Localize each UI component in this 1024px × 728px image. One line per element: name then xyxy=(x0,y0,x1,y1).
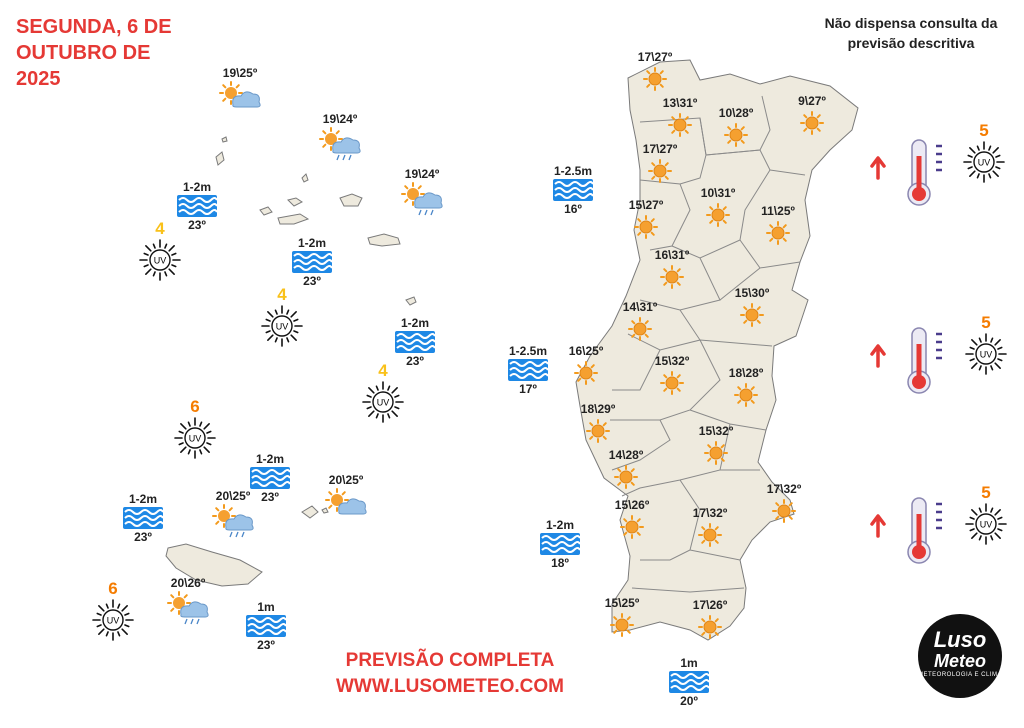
station-temp-guarda: 11\25º xyxy=(761,204,795,218)
sun-icon xyxy=(724,123,748,147)
uv-value: 4 xyxy=(155,219,165,238)
uv-text: UV xyxy=(106,615,120,626)
sea-state-sea_ma_w xyxy=(119,492,167,544)
uv-value: 4 xyxy=(378,361,388,380)
station-temp-aveiro: 15\27º xyxy=(628,198,664,212)
sea-temp: 23º xyxy=(261,490,279,504)
wave-height: 1-2m xyxy=(545,518,574,532)
sea-state-sea_pt_c xyxy=(504,344,552,396)
logo-text-2: Meteo xyxy=(933,651,986,671)
island-temp-flores: 19\25º xyxy=(222,66,258,80)
uv-text: UV xyxy=(376,397,390,408)
sun-icon xyxy=(698,523,722,547)
station-temp-faro: 17\26º xyxy=(692,598,728,612)
uv-sun-icon xyxy=(260,304,304,348)
sea-temp: 23º xyxy=(303,274,321,288)
uv-sun-icon xyxy=(173,416,217,460)
uv-sun-icon xyxy=(138,238,182,282)
wave-icon xyxy=(292,251,332,273)
wave-height: 1-2.5m xyxy=(553,164,593,178)
station-temp-braganca: 9\27º xyxy=(798,94,826,108)
sun-cloud-rain-icon xyxy=(165,591,211,625)
uv-text: UV xyxy=(275,321,289,332)
uv-index-uv_r3 xyxy=(961,484,1011,546)
sun-icon xyxy=(620,515,644,539)
station-temp-braga: 13\31º xyxy=(662,96,698,110)
sea-state-sea_pt_n xyxy=(549,164,597,216)
wave-icon xyxy=(246,615,286,637)
uv-value: 5 xyxy=(979,121,989,140)
sea-temp: 16º xyxy=(564,202,582,216)
station-temp-sines: 15\26º xyxy=(614,498,650,512)
sun-icon xyxy=(660,371,684,395)
sun-icon xyxy=(634,215,658,239)
thermometer-rise-icon xyxy=(868,134,968,214)
island-temp-portosanto: 20\25º xyxy=(328,473,364,487)
wave-height: 1m xyxy=(257,600,275,614)
sun-icon xyxy=(628,317,652,341)
uv-text: UV xyxy=(977,157,991,168)
sun-icon xyxy=(706,203,730,227)
sun-cloud-icon xyxy=(217,81,263,115)
thermometer-rise-icon xyxy=(868,492,968,572)
disclaimer-note: Não dispensa consulta da previsão descritiva xyxy=(824,15,998,51)
station-temp-leiria: 14\31º xyxy=(622,300,658,314)
forecast-date: SEGUNDA, 6 DE OUTUBRO DE 2025 xyxy=(16,16,172,90)
logo-text-1: Luso xyxy=(933,627,987,652)
portugal-mainland xyxy=(576,60,858,640)
uv-index-uv_r2 xyxy=(961,314,1011,376)
station-temp-evora: 15\32º xyxy=(698,424,734,438)
sun-icon xyxy=(574,361,598,385)
sun-icon xyxy=(648,159,672,183)
wave-icon xyxy=(540,533,580,555)
sun-icon xyxy=(734,383,758,407)
sun-icon xyxy=(614,465,638,489)
station-temp-lisboa: 16\25º xyxy=(568,344,604,358)
uv-sun-icon xyxy=(964,332,1008,376)
promo-block xyxy=(320,648,580,700)
station-temp-setubal_n: 18\29º xyxy=(580,402,616,416)
sun-cloud-rain-icon xyxy=(210,504,256,538)
promo-line-1: PREVISÃO COMPLETA xyxy=(345,650,555,671)
island-temp-madeira: 20\25º xyxy=(215,489,251,503)
station-temp-vilareal: 10\28º xyxy=(718,106,754,120)
sun-cloud-rain-icon xyxy=(399,182,445,216)
logo-tagline: METEOROLOGIA E CLIMA xyxy=(918,672,1003,678)
wave-height: 1-2m xyxy=(128,492,157,506)
sea-temp: 17º xyxy=(519,382,537,396)
uv-sun-icon xyxy=(964,502,1008,546)
uv-value: 5 xyxy=(981,313,991,332)
promo-line-2[interactable]: WWW.LUSOMETEO.COM xyxy=(336,676,564,697)
sun-icon xyxy=(660,265,684,289)
station-temp-portalegre: 18\28º xyxy=(728,366,764,380)
sun-icon xyxy=(586,419,610,443)
station-temp-setubal: 14\28º xyxy=(608,448,644,462)
island-temp-terceira: 19\24º xyxy=(322,112,358,126)
wave-icon xyxy=(123,507,163,529)
sun-icon xyxy=(740,303,764,327)
station-temp-porto: 17\27º xyxy=(642,142,678,156)
station-temp-castelobranco: 15\30º xyxy=(734,286,770,300)
uv-sun-icon xyxy=(962,140,1006,184)
station-temp-viseu: 10\31º xyxy=(700,186,736,200)
sea-state-sea_ma_n xyxy=(246,452,294,504)
uv-index-uv_az_w xyxy=(135,220,185,282)
wave-height: 1-2m xyxy=(400,316,429,330)
uv-sun-icon xyxy=(91,598,135,642)
sea-temp: 23º xyxy=(134,530,152,544)
sea-state-sea_az_c xyxy=(288,236,336,288)
wave-height: 1-2.5m xyxy=(508,344,548,358)
uv-value: 6 xyxy=(190,397,200,416)
wave-icon xyxy=(177,195,217,217)
station-temp-viana: 17\27º xyxy=(637,50,673,64)
sun-icon xyxy=(772,499,796,523)
uv-text: UV xyxy=(153,255,167,266)
sun-icon xyxy=(800,111,824,135)
sea-state-sea_az_e xyxy=(391,316,439,368)
sun-icon xyxy=(704,441,728,465)
island-temp-madeira_s: 20\26º xyxy=(170,576,206,590)
wave-icon xyxy=(395,331,435,353)
sea-state-sea_ma_s xyxy=(242,600,290,652)
uv-index-uv_az_e xyxy=(358,362,408,424)
uv-sun-icon xyxy=(361,380,405,424)
uv-value: 5 xyxy=(981,483,991,502)
uv-index-uv_ma_s xyxy=(88,580,138,642)
station-temp-sagres: 15\25º xyxy=(604,596,640,610)
sea-temp: 18º xyxy=(551,556,569,570)
island-temp-saomiguel: 19\24º xyxy=(404,167,440,181)
sun-icon xyxy=(610,613,634,637)
wave-icon xyxy=(508,359,548,381)
uv-index-uv_az_c xyxy=(257,286,307,348)
sea-temp: 20º xyxy=(680,694,698,708)
sea-state-sea_pt_s xyxy=(536,518,584,570)
wave-height: 1m xyxy=(680,656,698,670)
sea-temp: 23º xyxy=(257,638,275,652)
uv-value: 6 xyxy=(108,579,118,598)
station-temp-mertola: 17\32º xyxy=(766,482,802,496)
sea-state-sea_pt_alg xyxy=(665,656,713,708)
wave-icon xyxy=(250,467,290,489)
wave-height: 1-2m xyxy=(297,236,326,250)
station-temp-coimbra: 16\31º xyxy=(654,248,690,262)
uv-index-uv_ma_n xyxy=(170,398,220,460)
sun-icon xyxy=(643,67,667,91)
uv-text: UV xyxy=(188,433,202,444)
sea-temp: 23º xyxy=(188,218,206,232)
uv-value: 4 xyxy=(277,285,287,304)
wave-icon xyxy=(553,179,593,201)
station-temp-santarem: 15\32º xyxy=(654,354,690,368)
sun-icon xyxy=(668,113,692,137)
station-temp-beja: 17\32º xyxy=(692,506,728,520)
thermometer-rise-icon xyxy=(868,322,968,402)
uv-text: UV xyxy=(979,519,993,530)
wave-height: 1-2m xyxy=(255,452,284,466)
sun-cloud-icon xyxy=(323,488,369,522)
sun-icon xyxy=(766,221,790,245)
sun-icon xyxy=(698,615,722,639)
sea-temp: 23º xyxy=(406,354,424,368)
uv-text: UV xyxy=(979,349,993,360)
wave-height: 1-2m xyxy=(182,180,211,194)
lusometeo-logo xyxy=(918,614,1002,698)
sun-cloud-rain-icon xyxy=(317,127,363,161)
wave-icon xyxy=(669,671,709,693)
